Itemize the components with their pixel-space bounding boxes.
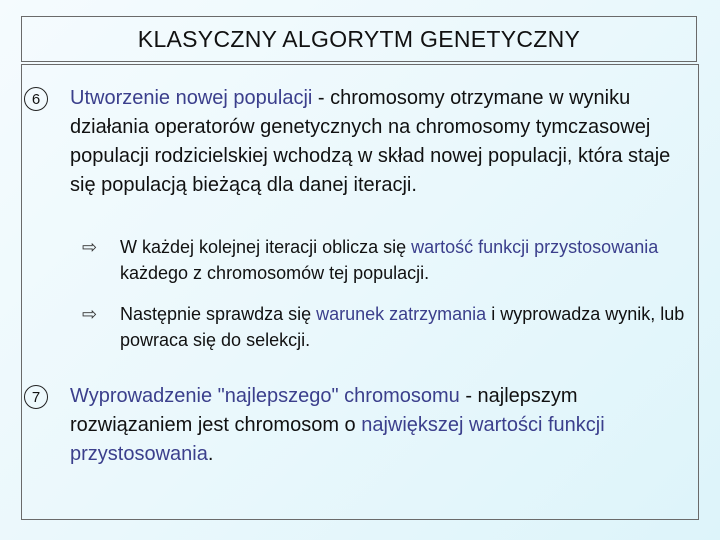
subitem-2-highlight: warunek zatrzymania: [316, 304, 487, 324]
item-6-text: [70, 84, 690, 200]
item-7-heading: Wyprowadzenie "najlepszego" chromosomu: [70, 385, 460, 407]
item-7-highlight: największej wartości funkcji przystosowania: [70, 414, 605, 465]
circled-number-6-icon: 6: [24, 87, 48, 111]
subitem-1-part-1: W każdej kolejnej iteracji oblicza się: [120, 237, 412, 257]
subitem-1-highlight: wartość funkcji przystosowania: [411, 237, 659, 257]
subitem-1-part-3: każdego z chromosomów tej populacji.: [120, 263, 430, 283]
item-6-body: - chromosomy otrzymane w wyniku działania operatorów genetycznych na chromosomy tymczasowej populacji rodzicielskiej wchodzą w skład nowej populacji, która staje się populacją bieżącą dla danej iteracji.: [70, 87, 671, 196]
item-7-body-1: - najlepszym rozwiązaniem jest chromosom o: [70, 385, 578, 436]
slide-title-box: [21, 16, 697, 62]
slide-title: KLASYCZNY ALGORYTM GENETYCZNY: [137, 25, 581, 52]
item-7-body-2: .: [207, 443, 214, 465]
hollow-arrow-icon: ⇨: [82, 304, 98, 324]
circled-number-7-icon: 7: [24, 385, 48, 409]
subitem-1-text: [120, 234, 690, 286]
subitem-2-text: [120, 301, 690, 353]
item-7-text: [70, 382, 690, 469]
item-6-heading: Utworzenie nowej populacji: [70, 87, 313, 109]
hollow-arrow-icon: ⇨: [82, 237, 98, 257]
subitem-2-part-1: Następnie sprawdza się: [120, 304, 317, 324]
subitem-2-part-3: i wyprowadza wynik, lub powraca się do selekcji.: [120, 304, 685, 350]
